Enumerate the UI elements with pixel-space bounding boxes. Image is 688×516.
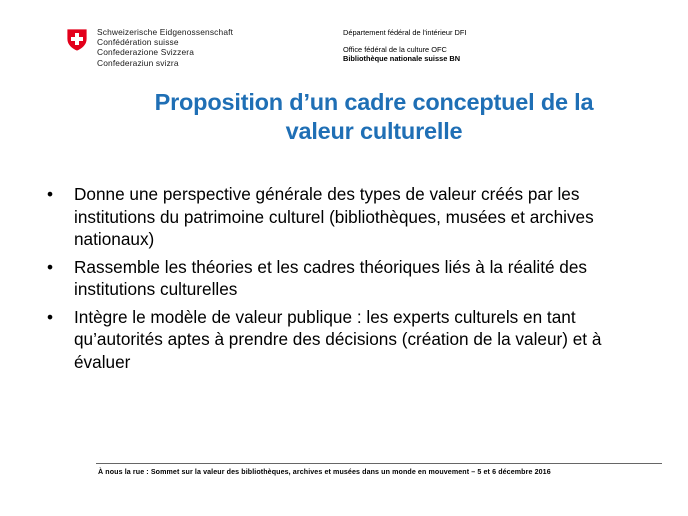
confederation-name-de: Schweizerische Eidgenossenschaft <box>97 27 234 37</box>
bullet-text: Intègre le modèle de valeur publique : les experts culturels en tant qu’autorités aptes à prendre des décisions (création de la valeur) et à évaluer <box>74 306 602 372</box>
bullet-marker: • <box>47 256 54 277</box>
bullet-list <box>44 183 644 378</box>
slide-title-line-2: valeur culturelle <box>285 118 463 144</box>
bullet-item <box>44 306 644 374</box>
swiss-crest-icon <box>66 28 88 52</box>
bullet-marker: • <box>47 306 54 327</box>
bullet-item <box>44 183 644 251</box>
office-name: Office fédéral de la culture OFC <box>343 45 447 54</box>
department-name: Département fédéral de l'intérieur DFI <box>343 28 467 37</box>
footer-divider <box>96 463 662 464</box>
slide-title-line-1: Proposition d’un cadre conceptuel de la <box>154 89 594 115</box>
office-block <box>343 45 460 63</box>
confederation-name-it: Confederazione Svizzera <box>97 47 195 58</box>
confederation-name-fr: Confédération suisse <box>97 37 179 48</box>
bullet-text: Donne une perspective générale des types de valeur créés par les institutions du patrimoine culturel (bibliothèques, musées et archives nationaux) <box>74 184 594 249</box>
library-name: Bibliothèque nationale suisse BN <box>343 54 461 63</box>
bullet-text: Rassemble les théories et les cadres théoriques liés à la réalité des institutions culturelles <box>74 256 588 299</box>
confederation-name-rm: Confederaziun svizra <box>97 57 179 68</box>
bullet-item <box>44 256 644 301</box>
bullet-marker: • <box>47 184 54 204</box>
confederation-names <box>97 27 233 68</box>
slide-title <box>100 88 648 146</box>
footer-text: À nous la rue : Sommet sur la valeur des bibliothèques, archives et musées dans un monde en mouvement – 5 et 6 décembre 2016 <box>98 468 551 476</box>
